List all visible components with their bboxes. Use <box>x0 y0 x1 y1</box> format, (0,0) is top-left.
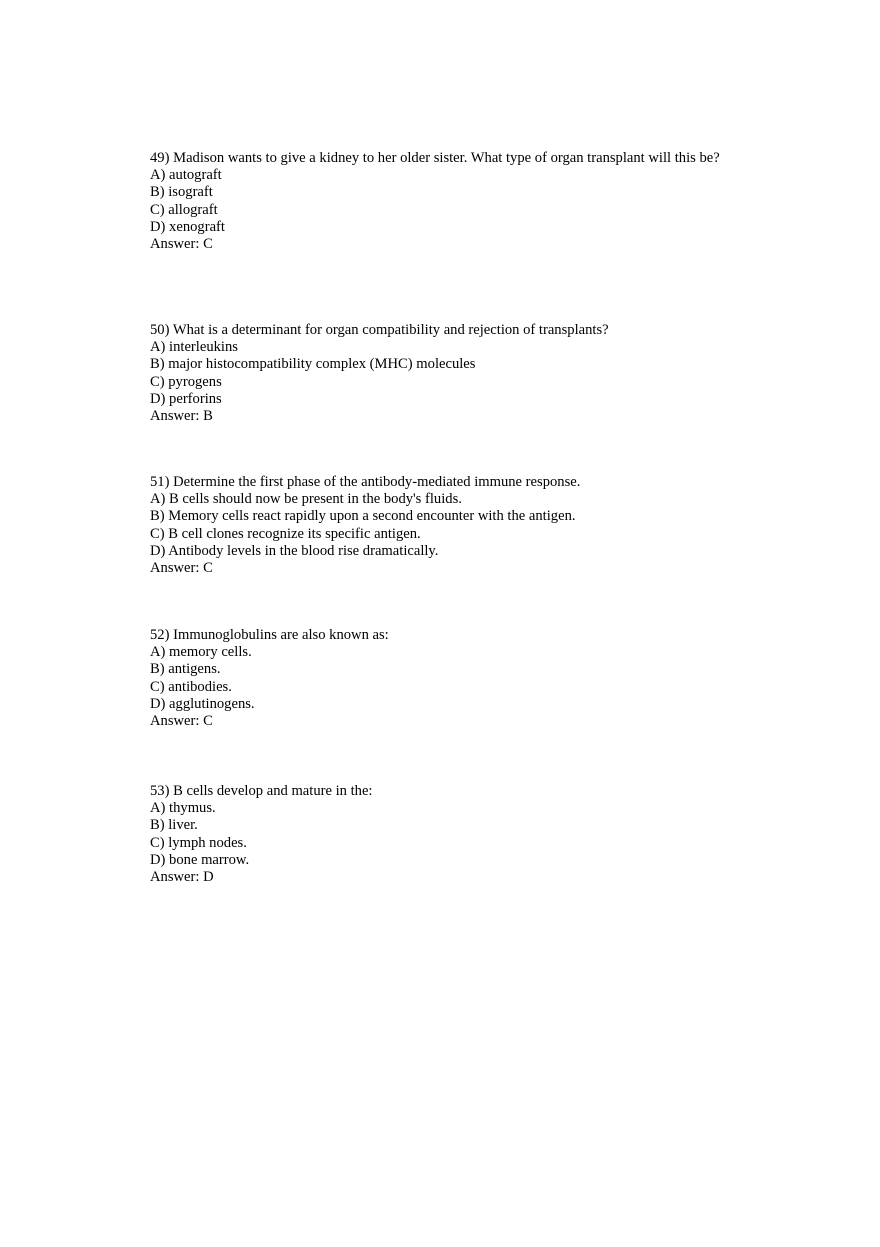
option-b: B) isograft <box>150 184 213 201</box>
question-prompt: 50) What is a determinant for organ compatibility and rejection of transplants? <box>150 322 609 338</box>
option-a: A) autograft <box>150 167 222 184</box>
answer-line: Answer: C <box>150 236 213 253</box>
question-51 <box>150 474 730 577</box>
option-b: B) Memory cells react rapidly upon a second encounter with the antigen. <box>150 508 576 525</box>
option-c: C) B cell clones recognize its specific antigen. <box>150 525 421 542</box>
question-prompt: 52) Immunoglobulins are also known as: <box>150 627 389 643</box>
question-prompt: 49) Madison wants to give a kidney to her older sister. What type of organ transplant will this be? <box>150 150 720 166</box>
option-b: B) antigens. <box>150 661 221 678</box>
question-prompt: 53) B cells develop and mature in the: <box>150 783 373 799</box>
option-d: D) agglutinogens. <box>150 695 255 712</box>
option-d: D) bone marrow. <box>150 851 250 868</box>
question-53 <box>150 783 730 886</box>
answer-line: Answer: B <box>150 408 213 425</box>
option-c: C) lymph nodes. <box>150 834 247 851</box>
option-d: D) Antibody levels in the blood rise dramatically. <box>150 542 439 559</box>
answer-line: Answer: D <box>150 869 214 886</box>
option-b: B) liver. <box>150 817 198 834</box>
answer-line: Answer: C <box>150 560 213 577</box>
answer-line: Answer: C <box>150 713 213 730</box>
option-d: D) xenograft <box>150 218 225 235</box>
question-50 <box>150 322 730 425</box>
option-c: C) antibodies. <box>150 678 232 695</box>
option-c: C) pyrogens <box>150 373 222 390</box>
option-a: A) thymus. <box>150 800 216 817</box>
question-49 <box>150 150 730 253</box>
option-d: D) perforins <box>150 390 222 407</box>
option-b: B) major histocompatibility complex (MHC) molecules <box>150 356 476 373</box>
option-a: A) B cells should now be present in the body's fluids. <box>150 491 462 508</box>
option-c: C) allograft <box>150 201 218 218</box>
option-a: A) interleukins <box>150 339 238 356</box>
option-a: A) memory cells. <box>150 644 252 661</box>
question-prompt: 51) Determine the first phase of the antibody-mediated immune response. <box>150 474 581 490</box>
question-52 <box>150 627 730 730</box>
